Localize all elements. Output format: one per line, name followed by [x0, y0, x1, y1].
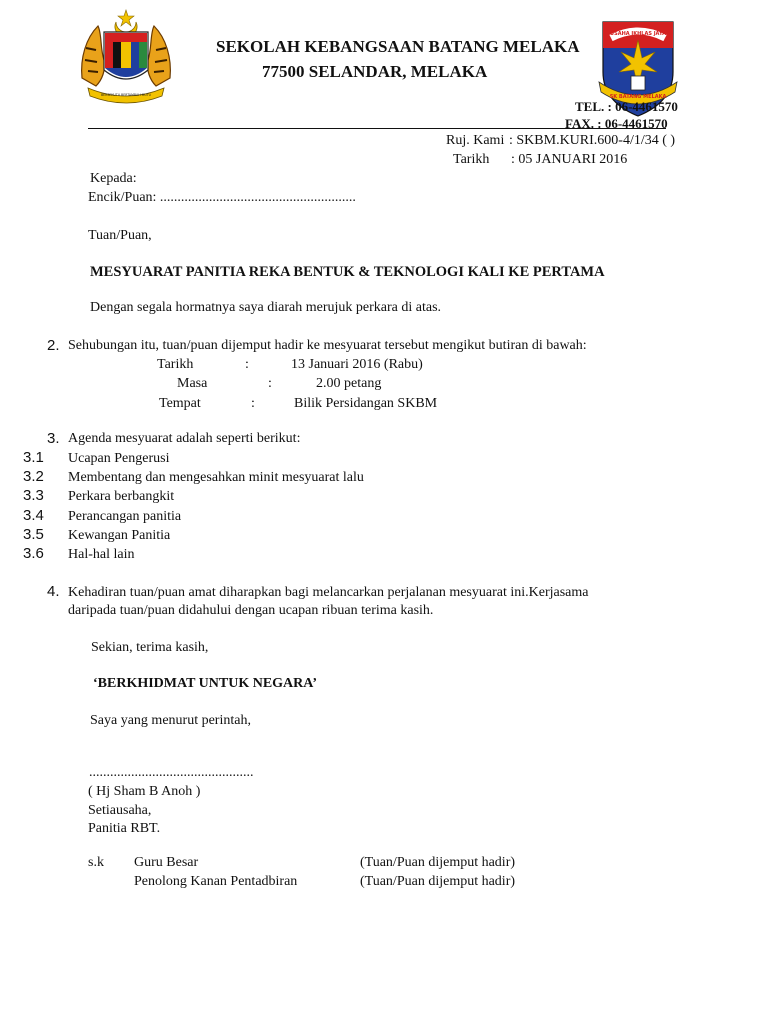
coat-of-arms-logo: [78, 8, 174, 104]
date-value: : 05 JANUARI 2016: [511, 152, 628, 167]
detail-label: Masa: [177, 376, 208, 391]
paragraph-3-number: 3.: [47, 430, 60, 447]
agenda-item-text: Ucapan Pengerusi: [68, 451, 170, 466]
agenda-item-number: 3.3: [23, 487, 44, 504]
detail-colon: :: [245, 357, 249, 372]
detail-label: Tarikh: [157, 357, 194, 372]
agenda-item-text: Hal-hal lain: [68, 547, 135, 562]
cc-recipient: Guru Besar: [134, 855, 199, 870]
salutation: Tuan/Puan,: [88, 228, 152, 243]
paragraph-2-number: 2.: [47, 337, 60, 354]
paragraph-4-line-2: daripada tuan/puan didahului dengan ucapan ribuan terima kasih.: [68, 603, 434, 618]
cc-recipient: Penolong Kanan Pentadbiran: [134, 874, 298, 889]
agenda-item-number: 3.4: [23, 507, 44, 524]
recipient-to: Kepada:: [90, 171, 137, 186]
cc-label: s.k: [88, 855, 104, 870]
agenda-item-number: 3.1: [23, 449, 44, 466]
agenda-item-number: 3.5: [23, 526, 44, 543]
school-name: SEKOLAH KEBANGSAAN BATANG MELAKA: [216, 37, 580, 56]
cc-note: (Tuan/Puan dijemput hadir): [360, 874, 516, 889]
date-label: Tarikh: [453, 152, 490, 167]
closing-order: Saya yang menurut perintah,: [90, 713, 251, 728]
detail-value: Bilik Persidangan SKBM: [294, 396, 438, 411]
detail-colon: :: [251, 396, 255, 411]
signer-department: Panitia RBT.: [88, 821, 161, 836]
cc-note: (Tuan/Puan dijemput hadir): [360, 855, 516, 870]
paragraph-3-text: Agenda mesyuarat adalah seperti berikut:: [68, 431, 301, 446]
detail-label: Tempat: [159, 396, 201, 411]
paragraph-1: Dengan segala hormatnya saya diarah merujuk perkara di atas.: [90, 300, 442, 315]
badge-top-text: USAHA IKHLAS JAYA: [610, 31, 666, 37]
agenda-item-text: Perkara berbangkit: [68, 489, 175, 504]
paragraph-4-number: 4.: [47, 583, 60, 600]
recipient-name-line: Encik/Puan: ........................................................: [88, 190, 356, 205]
detail-value: 13 Januari 2016 (Rabu): [291, 357, 423, 372]
reference-label: Ruj. Kami: [446, 133, 505, 148]
closing-thanks: Sekian, terima kasih,: [91, 640, 209, 655]
crest-motto: BERSEKUTU BERTAMBAH MUTU: [100, 93, 152, 97]
agenda-item-number: 3.6: [23, 545, 44, 562]
signer-role: Setiausaha,: [88, 803, 152, 818]
agenda-item-number: 3.2: [23, 468, 44, 485]
signature-line: ...............................................: [89, 765, 254, 780]
paragraph-2-text: Sehubungan itu, tuan/puan dijemput hadir ke mesyuarat tersebut mengikut butiran di bawah:: [68, 338, 587, 353]
school-address: 77500 SELANDAR, MELAKA: [262, 62, 488, 81]
fax-number: FAX. : 06-4461570: [565, 116, 668, 131]
header-divider: [88, 128, 666, 129]
closing-motto: ‘BERKHIDMAT UNTUK NEGARA’: [93, 676, 318, 691]
detail-value: 2.00 petang: [316, 376, 382, 391]
agenda-item-text: Membentang dan mengesahkan minit mesyuarat lalu: [68, 470, 364, 485]
letter-subject: MESYUARAT PANITIA REKA BENTUK & TEKNOLOGI KALI KE PERTAMA: [90, 264, 605, 280]
agenda-item-text: Perancangan panitia: [68, 509, 182, 524]
tel-number: TEL. : 06-4461570: [575, 99, 678, 114]
agenda-item-text: Kewangan Panitia: [68, 528, 171, 543]
detail-colon: :: [268, 376, 272, 391]
reference-value: : SKBM.KURI.600-4/1/34 ( ): [509, 133, 676, 148]
badge-bottom-text: SK BATANG MELAKA: [609, 94, 667, 100]
signer-name: ( Hj Sham B Anoh ): [88, 784, 201, 799]
paragraph-4-line-1: Kehadiran tuan/puan amat diharapkan bagi melancarkan perjalanan mesyuarat ini.Kerjasama: [68, 585, 589, 600]
